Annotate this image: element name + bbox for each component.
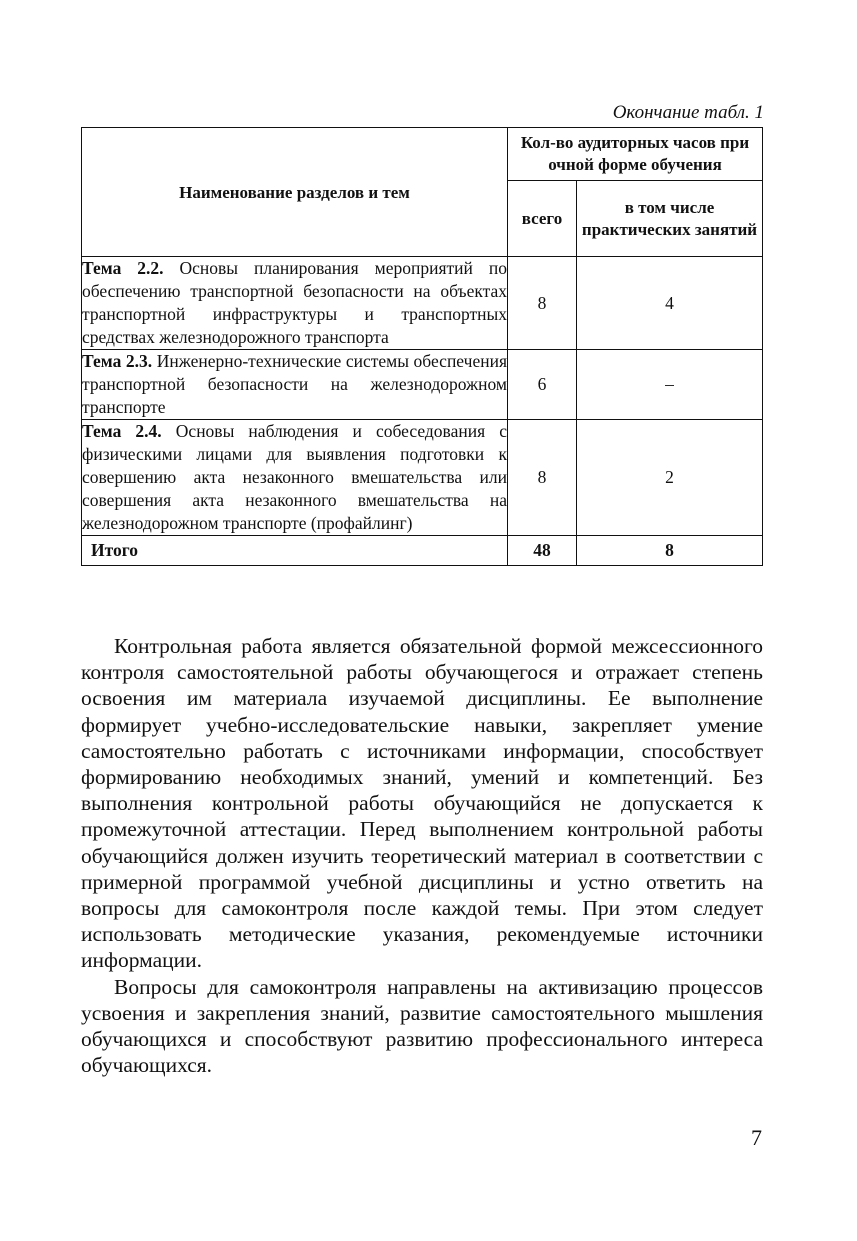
table-row (82, 350, 763, 420)
practical-hours-cell: 4 (577, 257, 763, 350)
practical-hours-cell: – (577, 350, 763, 420)
practical-hours-cell: 2 (577, 420, 763, 536)
topic-label: Тема 2.3. (82, 351, 153, 371)
header-practical-column: в том числе практических занятий (577, 181, 763, 257)
topic-text: Основы наблюдения и собеседования с физическими лицами для выявления подготовки к совершению акта незаконного вмешательства или совершения акта незаконного вмешательства на железнодорожном транспорте (профайлинг) (82, 421, 507, 533)
total-hours-cell: 6 (508, 350, 577, 420)
topic-label: Тема 2.4. (82, 421, 162, 441)
topic-cell (82, 350, 508, 420)
header-name-column: Наименование разделов и тем (82, 128, 508, 257)
totals-total-hours: 48 (508, 536, 577, 566)
header-total-column: всего (508, 181, 577, 257)
page-number: 7 (751, 1125, 762, 1150)
table-row (82, 420, 763, 536)
hours-table (81, 127, 763, 566)
topic-text: Инженерно-технические системы обеспечения транспортной безопасности на железнодорожном транспорте (82, 351, 507, 417)
totals-practical-hours: 8 (577, 536, 763, 566)
table-row (82, 257, 763, 350)
header-hours-group: Кол-во аудиторных часов при очной форме обучения (508, 128, 763, 181)
topic-text: Основы планирования мероприятий по обеспечению транспортной безопасности на объектах транспортной инфраструктуры и транспортных средствах железнодорожного транспорта (82, 258, 507, 347)
topic-label: Тема 2.2. (82, 258, 164, 278)
topic-cell (82, 420, 508, 536)
body-text (81, 633, 763, 1078)
paragraph: Контрольная работа является обязательной формой межсессионного контроля самостоятельной работы обучающегося и отражает степень освоения им материала изучаемой дисциплины. Ее выполнение формирует учебно-исследовательские навыки, закрепляет умение самостоятельно работать с источниками информации, способствует формированию необходимых знаний, умений и компетенций. Без выполнения контрольной работы обучающийся не допускается к промежуточной аттестации. Перед выполнением контрольной работы обучающийся должен изучить теоретический материал в соответствии с примерной программой учебной дисциплины и устно ответить на вопросы для самоконтроля после каждой темы. При этом следует использовать методические указания, рекомендуемые источники информации. (81, 634, 763, 973)
total-hours-cell: 8 (508, 257, 577, 350)
totals-label: Итого (82, 536, 508, 566)
table-caption: Окончание табл. 1 (612, 102, 764, 123)
totals-row (82, 536, 763, 566)
total-hours-cell: 8 (508, 420, 577, 536)
paragraph: Вопросы для самоконтроля направлены на активизацию процессов усвоения и закрепления знаний, развитие самостоятельного мышления обучающихся и способствуют развитию профессионального интереса обучающихся. (81, 974, 763, 1078)
topic-cell (82, 257, 508, 350)
